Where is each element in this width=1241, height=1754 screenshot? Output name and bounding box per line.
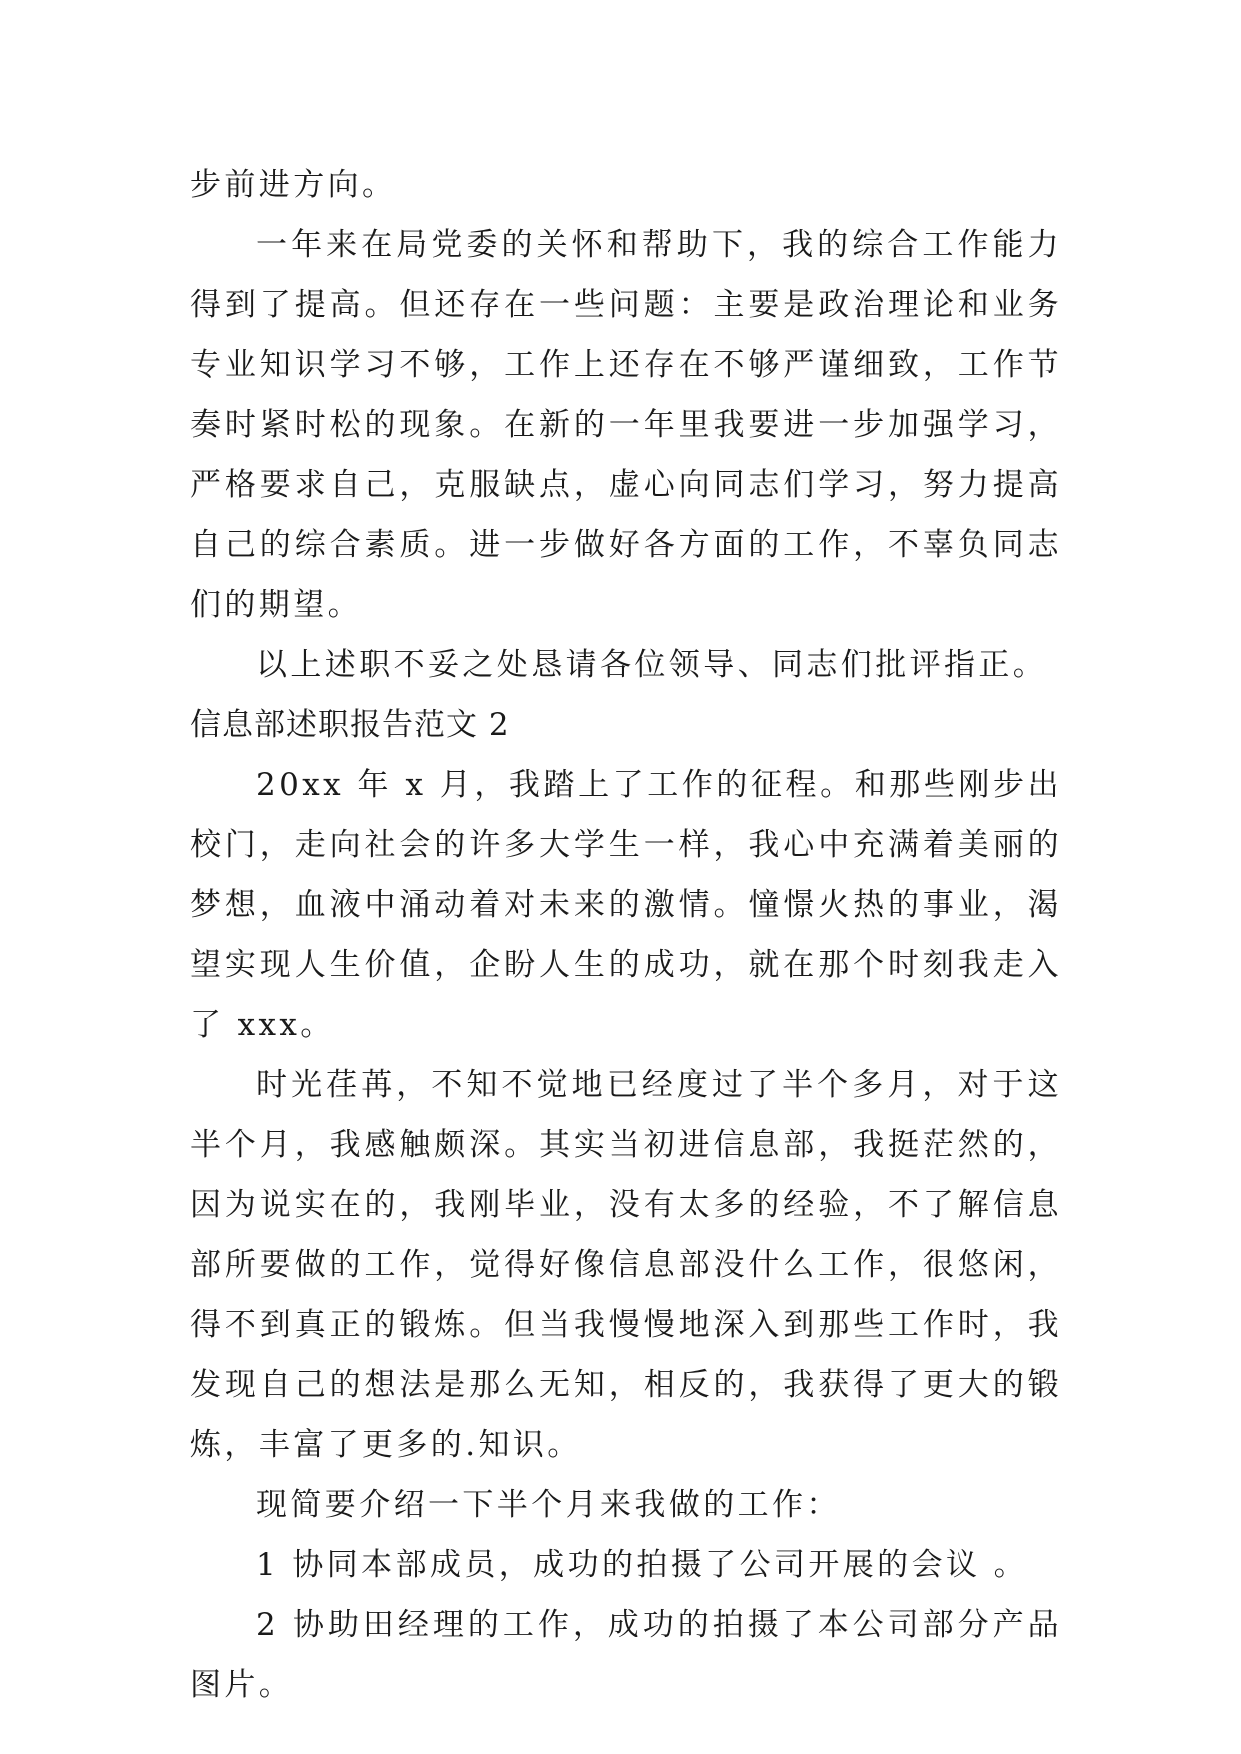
paragraph-start-of-work: 20xx 年 x 月，我踏上了工作的征程。和那些刚步出校门，走向社会的许多大学生一样，我心中充满着美丽的梦想，血液中涌动着对未来的激情。憧憬火热的事业，渴望实现人生价值，企盼人生的成功，就在那个时刻我走入了 xxx。 [190, 767, 1062, 1043]
list-item-1: 1 协同本部成员，成功的拍摄了公司开展的会议 。 [256, 1547, 1029, 1583]
paragraph-closing-remark: 以上述职不妥之处恳请各位领导、同志们批评指正。 [256, 647, 1048, 683]
paragraph-work-intro: 现简要介绍一下半个月来我做的工作： [256, 1487, 841, 1523]
paragraph-reflection: 时光荏苒，不知不觉地已经度过了半个多月，对于这半个月，我感触颇深。其实当初进信息部，我挺茫然的，因为说实在的，我刚毕业，没有太多的经验，不了解信息部所要做的工作，觉得好像信息部没什么工作，很悠闲，得不到真正的锻炼。但当我慢慢地深入到那些工作时，我发现自己的想法是那么无知，相反的，我获得了更大的锻炼，丰富了更多的.知识。 [190, 1067, 1062, 1463]
paragraph-self-assessment: 一年来在局党委的关怀和帮助下，我的综合工作能力得到了提高。但还存在一些问题：主要是政治理论和业务专业知识学习不够，工作上还存在不够严谨细致，工作节奏时紧时松的现象。在新的一年里我要进一步加强学习，严格要求自己，克服缺点，虚心向同志们学习，努力提高自己的综合素质。进一步做好各方面的工作，不辜负同志们的期望。 [190, 227, 1062, 623]
list-item-2: 2 协助田经理的工作，成功的拍摄了本公司部分产品图片。 [190, 1607, 1062, 1703]
section-heading: 信息部述职报告范文 2 [190, 707, 510, 743]
paragraph-continuation: 步前进方向。 [190, 167, 397, 203]
document-body [190, 155, 1062, 1715]
